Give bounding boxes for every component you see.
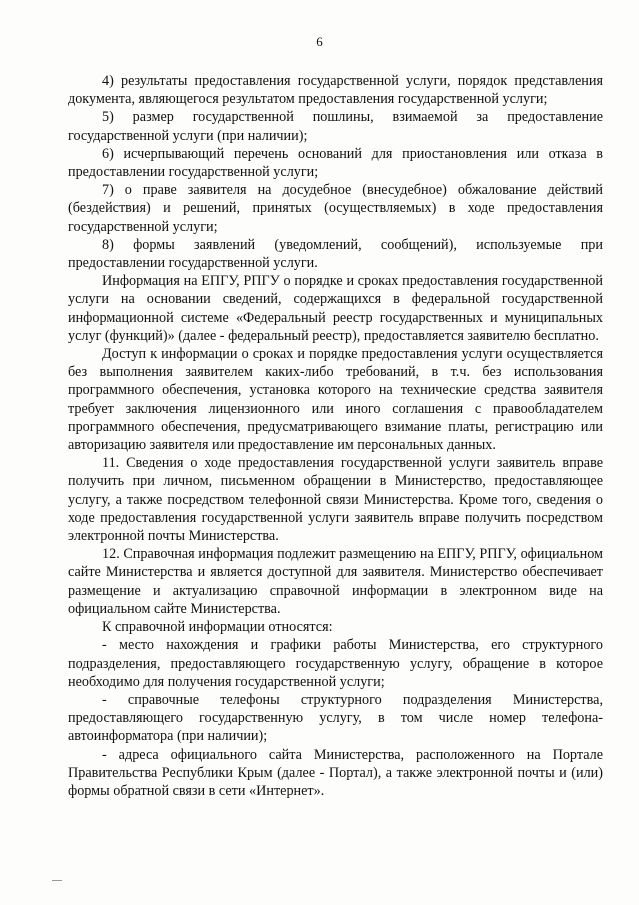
paragraph-section-11: 11. Сведения о ходе предоставления государственной услуги заявитель вправе получить при личном, письменном обращении в Министерство, предоставляющее услугу, а также посредством телефонной связи Министерства. Кроме того, сведения о ходе предоставления государственной услуги заявитель вправе получить посредством электронной почты Министерства. xyxy=(68,455,603,545)
document-body xyxy=(68,72,603,800)
paragraph-item-6: 6) исчерпывающий перечень оснований для приостановления или отказа в предоставлении государственной услуги; xyxy=(68,145,603,181)
paragraph-access-info: Доступ к информации о сроках и порядке предоставления услуги осуществляется без выполнения заявителем каких-либо требований, в т.ч. без использования программного обеспечения, установка которого на технические средства заявителя требует заключения лицензионного или иного соглашения с правообладателем программного обеспечения, предусматривающего взимание платы, регистрацию или авторизацию заявителя или предоставление им персональных данных. xyxy=(68,346,603,454)
paragraph-item-8: 8) формы заявлений (уведомлений, сообщений), используемые при предоставлении государственной услуги. xyxy=(68,236,603,272)
page-number: 6 xyxy=(316,34,323,49)
paragraph-section-12: 12. Справочная информация подлежит размещению на ЕПГУ, РПГУ, официальном сайте Министерства и является доступной для заявителя. Министерство обеспечивает размещение и актуализацию справочной информации в электронном виде на официальном сайте Министерства. xyxy=(68,546,603,617)
paragraph-item-7: 7) о праве заявителя на досудебное (внесудебное) обжалование действий (бездействия) и решений, принятых (осуществляемых) в ходе предоставления государственной услуги; xyxy=(68,182,603,235)
paragraph-epgu-info: Информация на ЕПГУ, РПГУ о порядке и сроках предоставления государственной услуги на основании сведений, содержащихся в федеральной государственной информационной системе «Федеральный реестр государственных и муниципальных услуг (функций)» (далее - федеральный реестр), предоставляется заявителю бесплатно. xyxy=(68,273,603,344)
paragraph-item-5: 5) размер государственной пошлины, взимаемой за предоставление государственной услуги (при наличии); xyxy=(68,109,603,144)
paragraph-reference-phones: - справочные телефоны структурного подразделения Министерства, предоставляющего государственную услугу, в том числе номер телефона-автоинформатора (при наличии); xyxy=(68,691,603,745)
paragraph-item-4: 4) результаты предоставления государственной услуги, порядок представления документа, являющегося результатом предоставления государственной услуги; xyxy=(68,73,603,108)
paragraph-reference-location: - место нахождения и графики работы Министерства, его структурного подразделения, предоставляющего государственную услугу, обращение в которое необходимо для получения государственной услуги; xyxy=(68,637,603,690)
paragraph-reference-addresses: - адреса официального сайта Министерства, расположенного на Портале Правительства Республики Крым (далее - Портал), а также электронной почты и (или) формы обратной связи в сети «Интернет». xyxy=(68,746,603,799)
scan-artifact-line xyxy=(52,880,62,881)
paragraph-reference-intro: К справочной информации относятся: xyxy=(102,619,333,636)
